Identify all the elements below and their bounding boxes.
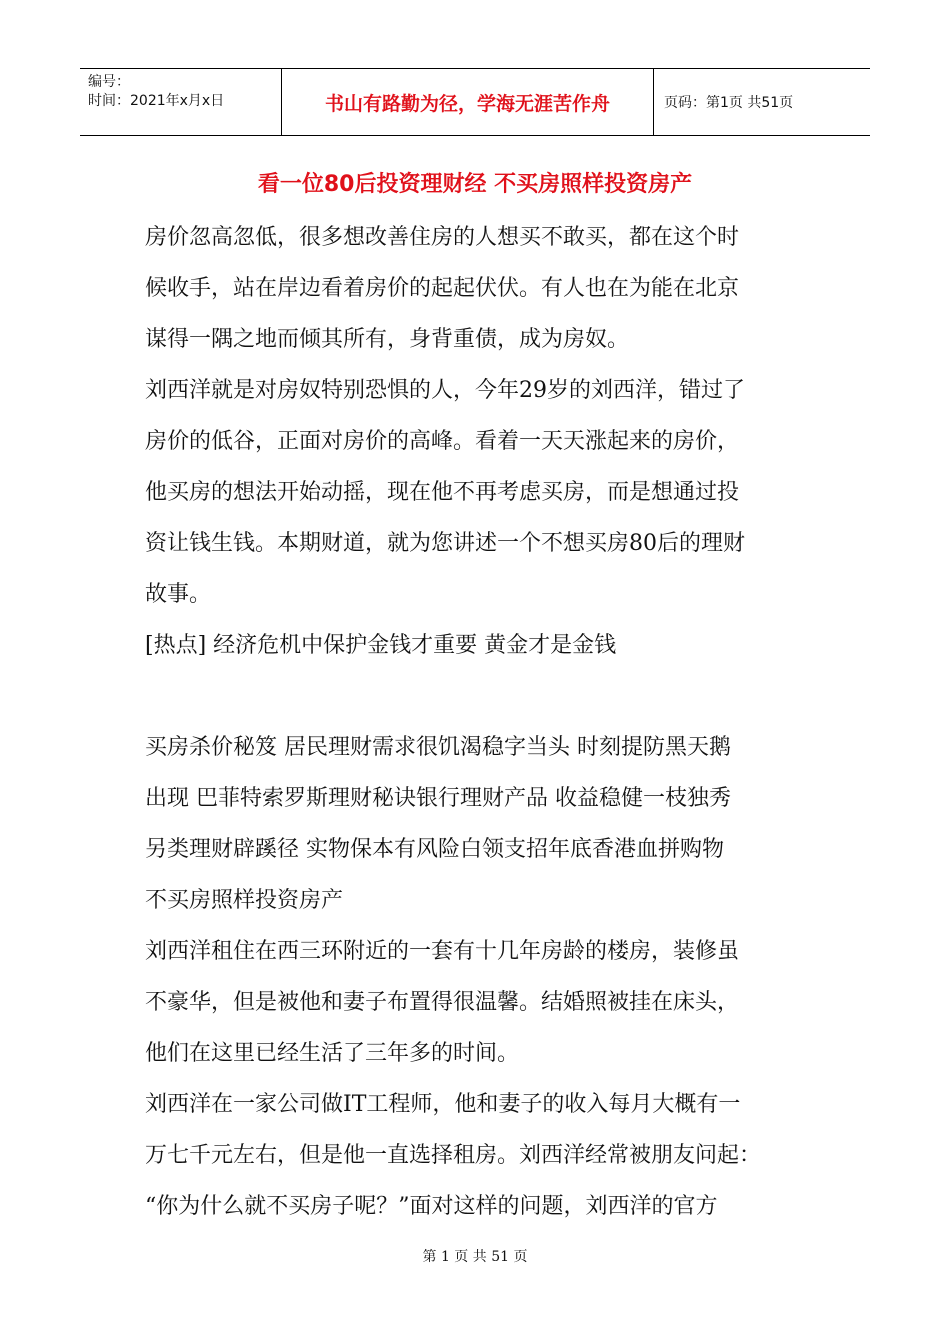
body-line: 刘西洋就是对房奴特别恐惧的人，今年29岁的刘西洋，错过了 [145, 378, 745, 403]
body-line: 谋得一隅之地而倾其所有，身背重债，成为房奴。 [145, 327, 630, 352]
time-label: 时间：2021年x月x日 [88, 93, 225, 109]
header-meta [80, 69, 282, 135]
body-line: 故事。 [145, 582, 212, 607]
page-footer: 第 1 页 共 51 页 [422, 1249, 528, 1265]
body-line: 另类理财辟蹊径 实物保本有风险白领支招年底香港血拼购物 [145, 837, 724, 862]
header-motto: 书山有路勤为径，学海无涯苦作舟 [282, 69, 654, 135]
body-line: “你为什么就不买房子呢？”面对这样的问题，刘西洋的官方 [145, 1194, 718, 1219]
body-line: 房价的低谷，正面对房价的高峰。看着一天天涨起来的房价， [145, 429, 740, 454]
body-line: 不豪华，但是被他和妻子布置得很温馨。结婚照被挂在床头， [145, 990, 740, 1015]
body-line: 刘西洋在一家公司做IT工程师，他和妻子的收入每月大概有一 [145, 1092, 741, 1117]
body-line: 他买房的想法开始动摇，现在他不再考虑买房，而是想通过投 [145, 480, 740, 505]
body-line: 出现 巴菲特索罗斯理财秘诀银行理财产品 收益稳健一枝独秀 [145, 786, 731, 811]
body-line: [热点] 经济危机中保护金钱才重要 黄金才是金钱 [145, 633, 617, 658]
header-page-info: 页码：第1页 共51页 [664, 95, 794, 111]
blank-line [145, 671, 805, 722]
body-line: 他们在这里已经生活了三年多的时间。 [145, 1041, 520, 1066]
body-line: 房价忽高忽低，很多想改善住房的人想买不敢买，都在这个时 [145, 225, 740, 250]
document-body [145, 212, 805, 1232]
body-line: 不买房照样投资房产 [145, 888, 344, 913]
body-line: 资让钱生钱。本期财道，就为您讲述一个不想买房80后的理财 [145, 531, 745, 556]
document-title: 看一位80后投资理财经 不买房照样投资房产 [257, 172, 693, 197]
body-line: 刘西洋租住在西三环附近的一套有十几年房龄的楼房，装修虽 [145, 939, 740, 964]
body-line: 万七千元左右，但是他一直选择租房。刘西洋经常被朋友问起： [145, 1143, 762, 1168]
body-line: 候收手，站在岸边看着房价的起起伏伏。有人也在为能在北京 [145, 276, 740, 301]
body-line: 买房杀价秘笈 居民理财需求很饥渴稳字当头 时刻提防黑天鹅 [145, 735, 731, 760]
page-header [80, 68, 870, 136]
number-label: 编号： [88, 74, 130, 90]
